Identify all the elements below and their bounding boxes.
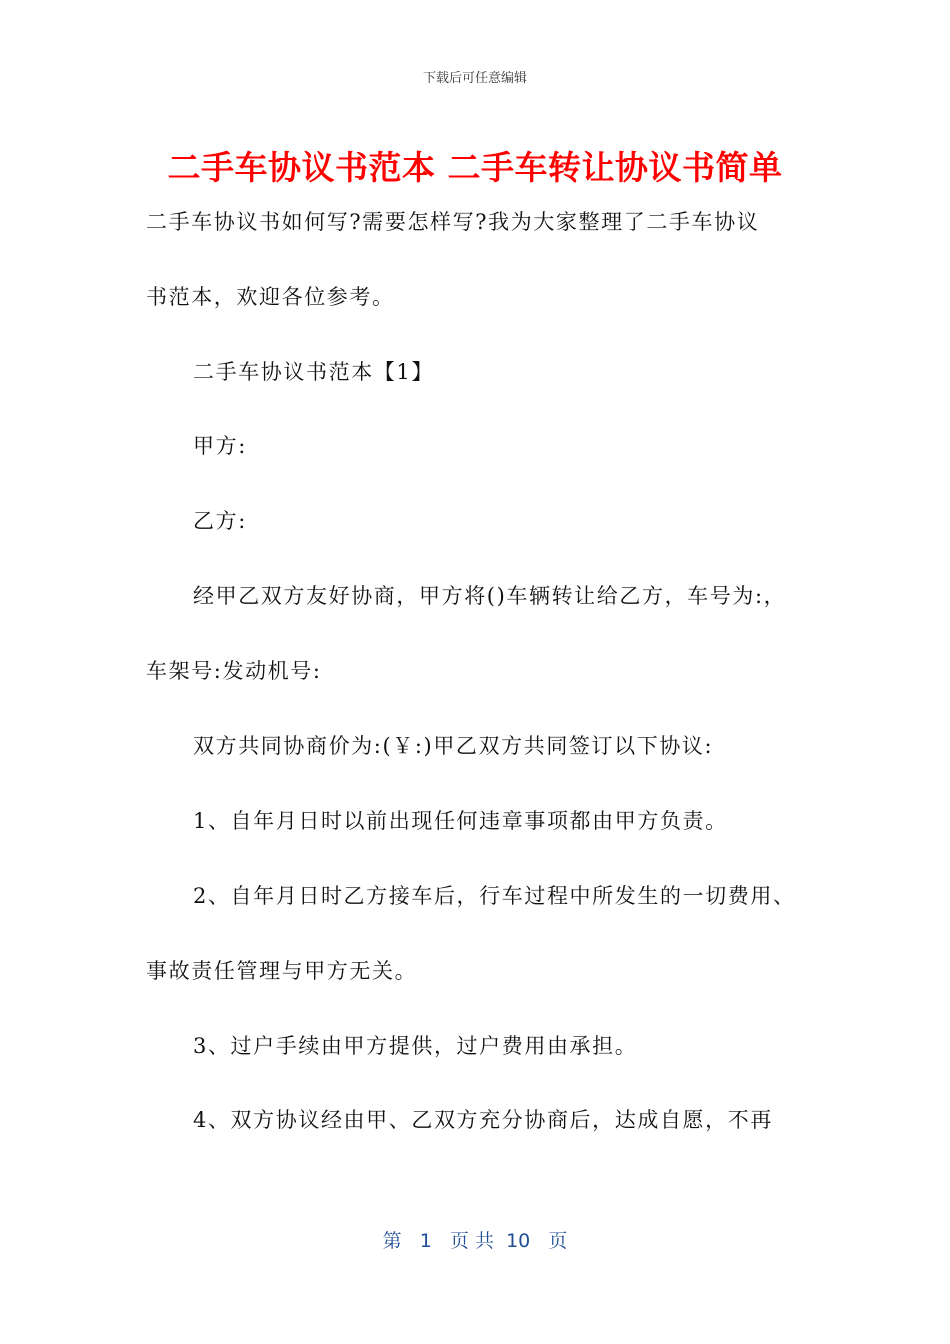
header-note: 下载后可任意编辑 xyxy=(422,71,527,86)
page-footer xyxy=(0,1226,950,1253)
footer-label-end: 页 xyxy=(548,1230,568,1252)
paragraph-line: 双方共同协商价为:(￥:)甲乙双方共同签订以下协议: xyxy=(193,734,714,758)
footer-label-page: 第 xyxy=(382,1230,402,1252)
party-a-line: 甲方: xyxy=(193,434,247,458)
total-pages-number: 10 xyxy=(506,1230,531,1252)
paragraph-line: 经甲乙双方友好协商，甲方将()车辆转让给乙方，车号为:， xyxy=(193,584,787,608)
clause-line: 3、过户手续由甲方提供，过户费用由承担。 xyxy=(193,1034,638,1058)
section-heading: 二手车协议书范本【1】 xyxy=(193,360,434,384)
current-page-number: 1 xyxy=(419,1230,432,1252)
party-b-line: 乙方: xyxy=(193,509,247,533)
clause-line: 事故责任管理与甲方无关。 xyxy=(146,959,418,983)
clause-line: 4、双方协议经由甲、乙双方充分协商后，达成自愿，不再 xyxy=(193,1108,773,1132)
paragraph-line: 车架号:发动机号: xyxy=(146,659,322,683)
document-title: 二手车协议书范本 二手车转让协议书简单 xyxy=(167,148,783,187)
footer-label-total: 页 共 xyxy=(449,1230,494,1252)
paragraph-line: 书范本，欢迎各位参考。 xyxy=(146,285,395,309)
clause-line: 2、自年月日时乙方接车后，行车过程中所发生的一切费用、 xyxy=(193,884,796,908)
clause-line: 1、自年月日时以前出现任何违章事项都由甲方负责。 xyxy=(193,809,728,833)
paragraph-line: 二手车协议书如何写?需要怎样写?我为大家整理了二手车协议 xyxy=(146,210,760,234)
